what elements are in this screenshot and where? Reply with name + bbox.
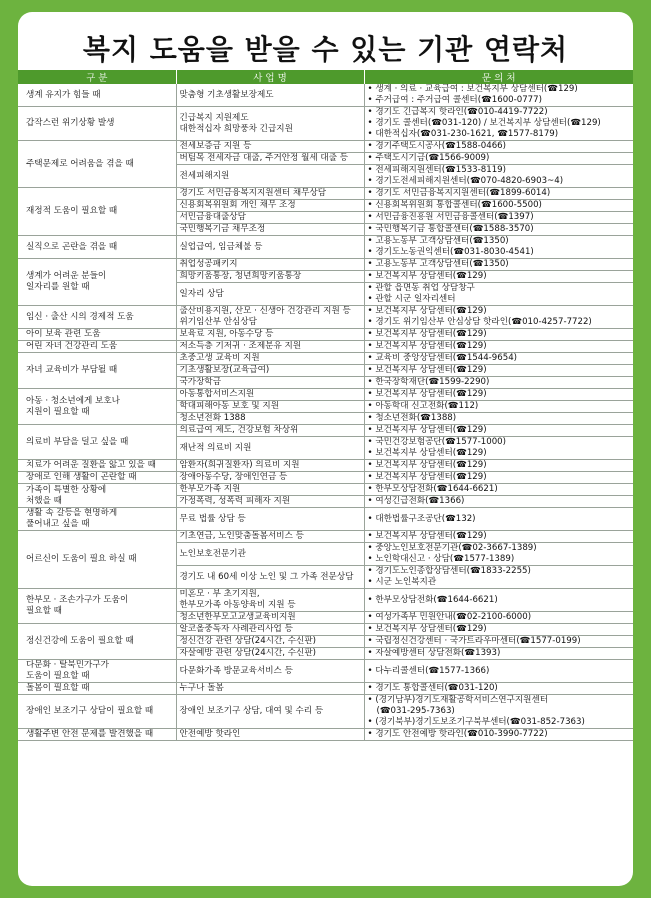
contact-cell: [364, 729, 633, 741]
content-panel: [18, 12, 633, 886]
contact-cell: [364, 153, 633, 165]
contact-cell: [364, 389, 633, 401]
service-label: 국민행복기금 채무조정: [179, 224, 266, 234]
service-cell: [176, 683, 364, 695]
category-label: 필요할 때: [26, 606, 62, 616]
service-label: 누구나 돌봄: [179, 683, 224, 693]
service-label: 위기임산부 안심상담: [179, 317, 257, 327]
service-label: 아동통합서비스지원: [179, 389, 255, 399]
service-label: 장애인 보조기구 상담, 대여 및 수리 등: [179, 706, 324, 716]
category-label: 처했을 때: [26, 495, 62, 506]
contact-line: • 경기도 안전예방 핫라인(☎010-3990-7722): [368, 729, 631, 740]
table-row: [18, 460, 633, 472]
contact-cell: [364, 695, 633, 729]
contact-line: • 보건복지부 상담센터(☎129): [368, 341, 631, 352]
service-label: 의료급여 제도, 건강보험 차상위: [179, 425, 299, 435]
service-cell: [176, 496, 364, 508]
category-label: 돌봄이 필요할 때: [26, 683, 90, 693]
contact-cell: [364, 236, 633, 259]
contact-cell: [364, 648, 633, 660]
header-contact: 문 의 처: [364, 70, 633, 84]
contact-line: • 보건복지부 상담센터(☎129): [368, 306, 631, 317]
service-label: 가정폭력, 성폭력 피해자 지원: [179, 496, 291, 506]
contact-cell: [364, 437, 633, 460]
category-label: 풀어내고 싶을 때: [26, 519, 90, 529]
table-row: [18, 141, 633, 153]
contact-line: • 보건복지부 상담센터(☎129): [368, 448, 631, 459]
service-cell: [176, 153, 364, 165]
service-label: 한부모가족 아동양육비 지원 등: [179, 600, 296, 610]
service-cell: [176, 508, 364, 531]
service-label: 청소년전화 1388: [179, 413, 246, 423]
service-label: 경기도 서민금융복지지원센터 채무상담: [179, 188, 327, 198]
table-row: [18, 484, 633, 496]
category-cell: [18, 472, 176, 484]
service-label: 취업성공패키지: [179, 259, 238, 269]
contact-line: • 경기도 콜센터(☎031-120) / 보건복지부 상담센터(☎129): [368, 118, 631, 129]
service-cell: [176, 353, 364, 365]
contact-cell: [364, 141, 633, 153]
contact-cell: [364, 224, 633, 236]
table-row: [18, 472, 633, 484]
service-cell: [176, 107, 364, 141]
service-cell: [176, 236, 364, 259]
table-row: [18, 695, 633, 729]
contact-line: • 노인학대신고 · 상담(☎1577-1389): [368, 554, 631, 565]
service-label: 기초생활보장(교육급여): [179, 365, 270, 375]
category-label: 어르신이 도움이 필요 하실 때: [26, 554, 137, 564]
service-cell: [176, 612, 364, 624]
table-row: [18, 729, 633, 741]
table-row: [18, 188, 633, 200]
service-cell: [176, 377, 364, 389]
contact-line: • 보건복지부 상담센터(☎129): [368, 365, 631, 376]
service-cell: [176, 531, 364, 543]
service-cell: [176, 729, 364, 741]
service-label: 청소년한부모고교생교육비지원: [179, 612, 296, 622]
service-cell: [176, 141, 364, 153]
service-cell: [176, 259, 364, 271]
contact-line: • 다누리콜센터(☎1577-1366): [368, 666, 631, 677]
category-label: 지원이 필요할 때: [26, 406, 90, 417]
service-label: 서민금융대출상담: [179, 212, 246, 222]
contact-cell: [364, 660, 633, 683]
category-cell: [18, 389, 176, 425]
service-cell: [176, 165, 364, 188]
service-label: 기초연금, 노인맞춤돌봄서비스 등: [179, 531, 304, 541]
service-cell: [176, 413, 364, 425]
category-cell: [18, 188, 176, 236]
contact-line: • 국민건강보험공단(☎1577-1000): [368, 437, 631, 448]
service-label: 미혼모 · 부 초기지원,: [179, 589, 260, 599]
contact-line: • 경기도 긴급복지 핫라인(☎010-4419-7722): [368, 107, 631, 118]
contact-cell: [364, 589, 633, 612]
category-cell: [18, 683, 176, 695]
service-cell: [176, 84, 364, 107]
contact-line: • 청소년전화(☎1388): [368, 413, 631, 424]
contact-cell: [364, 212, 633, 224]
contact-cell: [364, 107, 633, 141]
service-label: 학대피해아동 보호 및 지원: [179, 401, 280, 411]
contact-line: • 생계 · 의료 · 교육급여 : 보건복지부 상담센터(☎129): [368, 84, 631, 95]
contact-cell: [364, 460, 633, 472]
contact-cell: [364, 188, 633, 200]
contact-line: • 보건복지부 상담센터(☎129): [368, 425, 631, 436]
header-category: 구 분: [18, 70, 176, 84]
contact-line: • 교육비 중앙상담센터(☎1544-9654): [368, 353, 631, 364]
contact-line: • 고용노동부 고객상담센터(☎1350): [368, 236, 631, 247]
service-label: 정신건강 관련 상담(24시간, 수신판): [179, 636, 316, 646]
category-label: 다문화 · 탈북민가구가: [26, 660, 109, 670]
contact-cell: [364, 365, 633, 377]
category-label: 재정적 도움이 필요할 때: [26, 206, 118, 216]
service-cell: [176, 589, 364, 612]
category-cell: [18, 425, 176, 460]
table-row: [18, 683, 633, 695]
service-label: 경기도 내 60세 이상 노인 및 그 가족 전문상담: [179, 571, 354, 582]
category-label: 실직으로 곤란을 겪을 때: [26, 241, 118, 252]
category-label: 생활주변 안전 문제를 발견했을 때: [26, 729, 154, 739]
category-label: 생계 유지가 힘들 때: [26, 89, 101, 100]
service-cell: [176, 484, 364, 496]
service-cell: [176, 624, 364, 636]
service-label: 자살예방 관련 상담(24시간, 수신판): [179, 648, 316, 658]
contact-line: • 보건복지부 상담센터(☎129): [368, 531, 631, 542]
category-label: 자녀 교육비가 부담될 때: [26, 365, 118, 375]
category-cell: [18, 624, 176, 660]
category-cell: [18, 84, 176, 107]
contact-line: • 대한적십자(☎031-230-1621, ☎1577-8179): [368, 129, 631, 140]
category-cell: [18, 236, 176, 259]
contact-cell: [364, 401, 633, 413]
category-label: 생활 속 갈등을 현명하게: [26, 508, 118, 518]
category-label: 의료비 부담을 덜고 싶을 때: [26, 436, 129, 447]
service-cell: [176, 188, 364, 200]
contact-cell: [364, 200, 633, 212]
contact-cell: [364, 353, 633, 365]
category-label: 정신건강에 도움이 필요할 때: [26, 636, 134, 646]
contact-line: • 자살예방센터 상담전화(☎1393): [368, 648, 631, 659]
table-row: [18, 624, 633, 636]
table-body: [18, 84, 633, 741]
service-label: 암환자(희귀질환자) 의료비 지원: [179, 460, 300, 470]
category-cell: [18, 460, 176, 472]
category-label: 갑작스런 위기상황 발생: [26, 118, 115, 128]
category-cell: [18, 353, 176, 389]
contact-line: • 경기도 위기임산부 안심상담 핫라인(☎010-4257-7722): [368, 317, 631, 328]
category-label: 도움이 필요할 때: [26, 671, 90, 681]
contact-cell: [364, 283, 633, 306]
service-label: 노인보호전문기관: [179, 548, 246, 559]
contact-cell: [364, 531, 633, 543]
contact-cell: [364, 413, 633, 425]
table-row: [18, 425, 633, 437]
service-cell: [176, 306, 364, 329]
service-label: 국가장학금: [179, 377, 222, 387]
contact-line: • 여성긴급전화(☎1366): [368, 496, 631, 507]
service-label: 알코올중독자 사례관리사업 등: [179, 624, 293, 634]
contact-cell: [364, 566, 633, 589]
category-label: 어린 자녀 건강관리 도움: [26, 341, 118, 351]
contact-line: • 전세피해지원센터(☎1533-8119): [368, 165, 631, 176]
service-label: 재난적 의료비 지원: [179, 442, 252, 453]
service-label: 보육료 지원, 아동수당 등: [179, 329, 274, 339]
service-cell: [176, 695, 364, 729]
contact-cell: [364, 508, 633, 531]
service-cell: [176, 437, 364, 460]
category-cell: [18, 508, 176, 531]
service-label: 신용회복위원회 개인 채무 조정: [179, 200, 296, 210]
category-label: 아이 보육 관련 도움: [26, 329, 101, 339]
category-label: 한부모 · 조손가구가 도움이: [26, 595, 129, 605]
service-cell: [176, 543, 364, 566]
contact-line: • 한부모상담전화(☎1644-6621): [368, 484, 631, 495]
contact-line: • 시군 노인복지관: [368, 577, 631, 588]
category-cell: [18, 589, 176, 624]
service-label: 한부모가족 지원: [179, 484, 241, 494]
contact-line: • 대한법률구조공단(☎132): [368, 514, 631, 525]
contact-line: • 보건복지부 상담센터(☎129): [368, 472, 631, 483]
contact-line: • 고용노동부 고객상담센터(☎1350): [368, 259, 631, 270]
table-row: [18, 531, 633, 543]
service-cell: [176, 212, 364, 224]
contact-cell: [364, 377, 633, 389]
category-cell: [18, 484, 176, 508]
contact-line: • 관할 시군 일자리센터: [368, 294, 631, 305]
contact-cell: [364, 259, 633, 271]
contact-cell: [364, 425, 633, 437]
category-cell: [18, 341, 176, 353]
contact-line: • 주거급여 : 주거급여 콜센터(☎1600-0777): [368, 95, 631, 106]
contact-line: • 주택도시기금(☎1566-9009): [368, 153, 631, 164]
service-cell: [176, 636, 364, 648]
contact-cell: [364, 329, 633, 341]
service-label: 장애아동수당, 장애인연금 등: [179, 472, 288, 482]
contact-line: • 관할 읍면동 취업 상담창구: [368, 283, 631, 294]
table-row: [18, 84, 633, 107]
contact-cell: [364, 484, 633, 496]
contact-line: • 경기도노동권익센터(☎031-8030-4541): [368, 247, 631, 258]
category-label: 주택문제로 어려움을 겪을 때: [26, 158, 134, 169]
contact-cell: [364, 612, 633, 624]
category-label: 생계가 어려운 분들이: [26, 271, 107, 281]
service-label: 저소득층 기저귀 · 조제분유 지원: [179, 341, 302, 351]
contact-table: [18, 70, 633, 741]
service-label: 희망키움통장, 청년희망키움통장: [179, 271, 302, 281]
service-label: 긴급복지 지원제도: [179, 112, 249, 123]
service-cell: [176, 329, 364, 341]
category-cell: [18, 660, 176, 683]
service-label: 다문화가족 방문교육서비스 등: [179, 665, 293, 676]
contact-line: • 경기도노인종합상담센터(☎1833-2255): [368, 566, 631, 577]
contact-cell: [364, 543, 633, 566]
contact-cell: [364, 165, 633, 188]
table-row: [18, 589, 633, 612]
service-label: 초중고생 교육비 지원: [179, 353, 260, 363]
service-label: 전세피해지원: [179, 170, 230, 181]
service-label: 대한적십자 희망풍차 긴급지원: [179, 123, 293, 134]
service-label: 안전예방 핫라인: [179, 729, 241, 739]
page-title: 복지 도움을 받을 수 있는 기관 연락처: [82, 33, 569, 66]
service-label: 출산비용지원, 산모 · 신생아 건강관리 지원 등: [179, 306, 351, 316]
service-cell: [176, 283, 364, 306]
contact-line: • 보건복지부 상담센터(☎129): [368, 389, 631, 400]
category-label: 가족이 특별한 상황에: [26, 484, 107, 495]
service-cell: [176, 389, 364, 401]
category-label: 아동 · 청소년에게 보호나: [26, 395, 120, 406]
contact-line: • 신용회복위원회 통합콜센터(☎1600-5500): [368, 200, 631, 211]
category-cell: [18, 729, 176, 741]
contact-cell: [364, 472, 633, 484]
contact-cell: [364, 271, 633, 283]
category-cell: [18, 306, 176, 329]
category-label: 장애로 인해 생활이 곤란할 때: [26, 472, 137, 482]
header-service: 사 업 명: [176, 70, 364, 84]
service-label: 전세보증금 지원 등: [179, 141, 252, 151]
contact-cell: [364, 683, 633, 695]
contact-cell: [364, 341, 633, 353]
table-row: [18, 236, 633, 259]
contact-line: • 보건복지부 상담센터(☎129): [368, 329, 631, 340]
contact-line: • 서민금융진흥원 서민금융콜센터(☎1397): [368, 212, 631, 223]
table-row: [18, 508, 633, 531]
contact-line: • 국민행복기금 통합콜센터(☎1588-3570): [368, 224, 631, 235]
category-label: 임신 · 출산 시의 경제적 도움: [26, 311, 134, 322]
service-label: 맞춤형 기초생활보장제도: [179, 89, 274, 100]
table-row: [18, 341, 633, 353]
contact-line: • 아동학대 신고전화(☎112): [368, 401, 631, 412]
service-cell: [176, 365, 364, 377]
contact-line: • (경기남부)경기도재활공학서비스연구지원센터: [368, 695, 631, 706]
service-cell: [176, 200, 364, 212]
service-cell: [176, 566, 364, 589]
table-header: [18, 70, 633, 84]
contact-line: • 보건복지부 상담센터(☎129): [368, 271, 631, 282]
category-label: 장애인 보조기구 상담이 필요할 때: [26, 706, 154, 716]
service-label: 일자리 상담: [179, 288, 224, 299]
contact-line: • 보건복지부 상담센터(☎129): [368, 460, 631, 471]
service-cell: [176, 341, 364, 353]
contact-cell: [364, 84, 633, 107]
contact-line: • 경기도 서민금융복지지원센터(☎1899-6014): [368, 188, 631, 199]
contact-line: • 중앙노인보호전문기관(☎02-3667-1389): [368, 543, 631, 554]
category-cell: [18, 531, 176, 589]
contact-line: (☎031-295-7363): [376, 706, 455, 716]
table-row: [18, 107, 633, 141]
category-cell: [18, 107, 176, 141]
service-cell: [176, 401, 364, 413]
service-label: 버팀목 전세자금 대출, 주거안정 월세 대출 등: [179, 153, 349, 163]
service-cell: [176, 271, 364, 283]
category-label: 일자리를 원할 때: [26, 282, 90, 292]
contact-line: • 경기도 통합콜센터(☎031-120): [368, 683, 631, 694]
service-cell: [176, 648, 364, 660]
category-cell: [18, 329, 176, 341]
table-row: [18, 389, 633, 401]
contact-cell: [364, 306, 633, 329]
service-cell: [176, 460, 364, 472]
contact-line: • 보건복지부 상담센터(☎129): [368, 624, 631, 635]
table-row: [18, 353, 633, 365]
table-row: [18, 329, 633, 341]
table-row: [18, 306, 633, 329]
service-label: 실업급여, 임금체불 등: [179, 241, 263, 252]
service-cell: [176, 425, 364, 437]
service-cell: [176, 660, 364, 683]
category-label: 치료가 어려운 질환을 앓고 있을 때: [26, 460, 156, 470]
contact-line: • 경기주택도시공사(☎1588-0466): [368, 141, 631, 152]
category-cell: [18, 141, 176, 188]
contact-line: • 여성가족부 민원안내(☎02-2100-6000): [368, 612, 631, 623]
service-cell: [176, 224, 364, 236]
contact-line: • 국립정신건강센터 · 국가트라우마센터(☎1577-0199): [368, 636, 631, 647]
contact-line: • 한부모상담전화(☎1644-6621): [368, 595, 631, 606]
contact-line: • 한국장학재단(☎1599-2290): [368, 377, 631, 388]
contact-cell: [364, 636, 633, 648]
contact-cell: [364, 496, 633, 508]
category-cell: [18, 695, 176, 729]
category-cell: [18, 259, 176, 306]
contact-cell: [364, 624, 633, 636]
contact-line: • (경기북부)경기도보조기구북부센터(☎031-852-7363): [368, 717, 631, 728]
contact-line: • 경기도전세피해지원센터(☎070-4820-6903~4): [368, 176, 631, 187]
service-cell: [176, 472, 364, 484]
table-row: [18, 259, 633, 271]
table-row: [18, 660, 633, 683]
service-label: 무료 법률 상담 등: [179, 513, 246, 524]
